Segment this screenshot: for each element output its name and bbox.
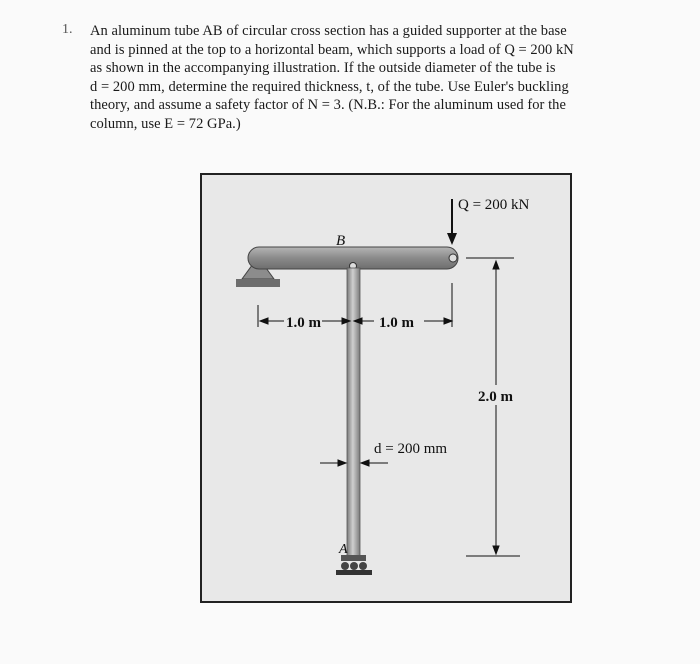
point-b-label: B	[336, 233, 346, 249]
structure-figure	[200, 173, 572, 603]
problem-statement	[62, 22, 652, 133]
problem-number: 1.	[62, 22, 73, 37]
problem-line: theory, and assume a safety factor of N = 3. (N.B.: For the aluminum used for the	[90, 97, 566, 113]
dim-left-label: 1.0 m	[286, 315, 321, 331]
vertical-dimension	[466, 258, 520, 556]
point-a-label: A	[339, 542, 348, 557]
dim-diameter-label: d = 200 mm	[374, 441, 448, 457]
problem-line: d = 200 mm, determine the required thickness, t, of the tube. Use Euler's buckling	[90, 78, 569, 95]
problem-line: An aluminum tube AB of circular cross section has a guided supporter at the base	[90, 23, 567, 39]
load-label: Q = 200 kN	[458, 197, 530, 213]
problem-line: as shown in the accompanying illustration. If the outside diameter of the tube is	[90, 60, 556, 76]
problem-line: and is pinned at the top to a horizontal beam, which supports a load of Q = 200 kN	[90, 41, 574, 58]
problem-text	[90, 22, 652, 133]
bottom-guided-support	[336, 555, 372, 575]
pin-right-end	[449, 254, 457, 262]
dim-right-label: 1.0 m	[379, 315, 414, 331]
problem-line: column, use E = 72 GPa.)	[90, 115, 241, 132]
figure-svg	[202, 175, 570, 601]
load-arrow	[447, 199, 457, 245]
dim-height-label: 2.0 m	[478, 389, 513, 405]
column-ab	[347, 268, 360, 556]
